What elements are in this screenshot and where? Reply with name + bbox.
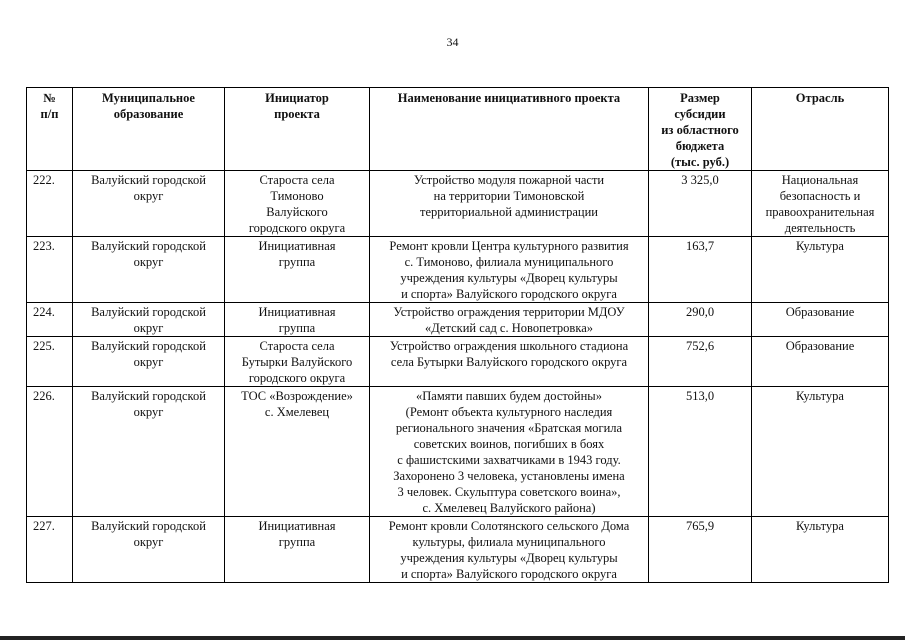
header-subsidy: Размер субсидии из областного бюджета (тыс. руб.) xyxy=(649,88,752,171)
row-subsidy: 3 325,0 xyxy=(649,171,752,237)
row-municipality: Валуйский городской округ xyxy=(73,337,225,387)
row-sector: Культура xyxy=(752,517,889,583)
row-project: Ремонт кровли Центра культурного развития с. Тимоново, филиала муниципального учреждения культуры «Дворец культуры и спорта» Валуйского городского округа xyxy=(370,237,649,303)
table-row xyxy=(27,337,889,387)
row-initiator: Староста села Тимоново Валуйского городского округа xyxy=(225,171,370,237)
row-project: Ремонт кровли Солотянского сельского Дома культуры, филиала муниципального учреждения культуры «Дворец культуры и спорта» Валуйского городского округа xyxy=(370,517,649,583)
row-number: 227. xyxy=(27,517,73,583)
page-bottom-edge xyxy=(0,636,905,640)
row-sector: Культура xyxy=(752,387,889,517)
row-project: Устройство ограждения школьного стадиона села Бутырки Валуйского городского округа xyxy=(370,337,649,387)
header-sector: Отрасль xyxy=(752,88,889,171)
row-subsidy: 752,6 xyxy=(649,337,752,387)
row-initiator: ТОС «Возрождение» с. Хмелевец xyxy=(225,387,370,517)
row-initiator: Инициативная группа xyxy=(225,303,370,337)
row-sector: Национальная безопасность и правоохранительная деятельность xyxy=(752,171,889,237)
row-subsidy: 290,0 xyxy=(649,303,752,337)
row-number: 222. xyxy=(27,171,73,237)
row-sector: Образование xyxy=(752,337,889,387)
row-municipality: Валуйский городской округ xyxy=(73,517,225,583)
header-initiator: Инициатор проекта xyxy=(225,88,370,171)
row-subsidy: 765,9 xyxy=(649,517,752,583)
row-initiator: Инициативная группа xyxy=(225,517,370,583)
row-number: 224. xyxy=(27,303,73,337)
row-initiator: Староста села Бутырки Валуйского городского округа xyxy=(225,337,370,387)
row-number: 226. xyxy=(27,387,73,517)
row-sector: Культура xyxy=(752,237,889,303)
table-row xyxy=(27,387,889,517)
header-num: № п/п xyxy=(27,88,73,171)
projects-table xyxy=(26,87,889,583)
row-subsidy: 163,7 xyxy=(649,237,752,303)
header-municipality: Муниципальное образование xyxy=(73,88,225,171)
row-number: 223. xyxy=(27,237,73,303)
page-number: 34 xyxy=(446,35,459,49)
row-number: 225. xyxy=(27,337,73,387)
row-municipality: Валуйский городской округ xyxy=(73,387,225,517)
table-row xyxy=(27,303,889,337)
row-municipality: Валуйский городской округ xyxy=(73,237,225,303)
row-initiator: Инициативная группа xyxy=(225,237,370,303)
header-project: Наименование инициативного проекта xyxy=(370,88,649,171)
table-row xyxy=(27,517,889,583)
row-subsidy: 513,0 xyxy=(649,387,752,517)
row-project: «Памяти павших будем достойны» (Ремонт объекта культурного наследия регионального значения «Братская могила советских воинов, погибших в боях с фашистскими захватчиками в 1943 году. Захоронено 3 человека, установлены имена 3 человек. Скульптура советского воина», с. Хмелевец Валуйского района) xyxy=(370,387,649,517)
row-municipality: Валуйский городской округ xyxy=(73,171,225,237)
row-project: Устройство ограждения территории МДОУ «Детский сад с. Новопетровка» xyxy=(370,303,649,337)
row-sector: Образование xyxy=(752,303,889,337)
table-row xyxy=(27,237,889,303)
table-header-row xyxy=(27,88,889,171)
row-project: Устройство модуля пожарной части на территории Тимоновской территориальной администрации xyxy=(370,171,649,237)
row-municipality: Валуйский городской округ xyxy=(73,303,225,337)
table-row xyxy=(27,171,889,237)
